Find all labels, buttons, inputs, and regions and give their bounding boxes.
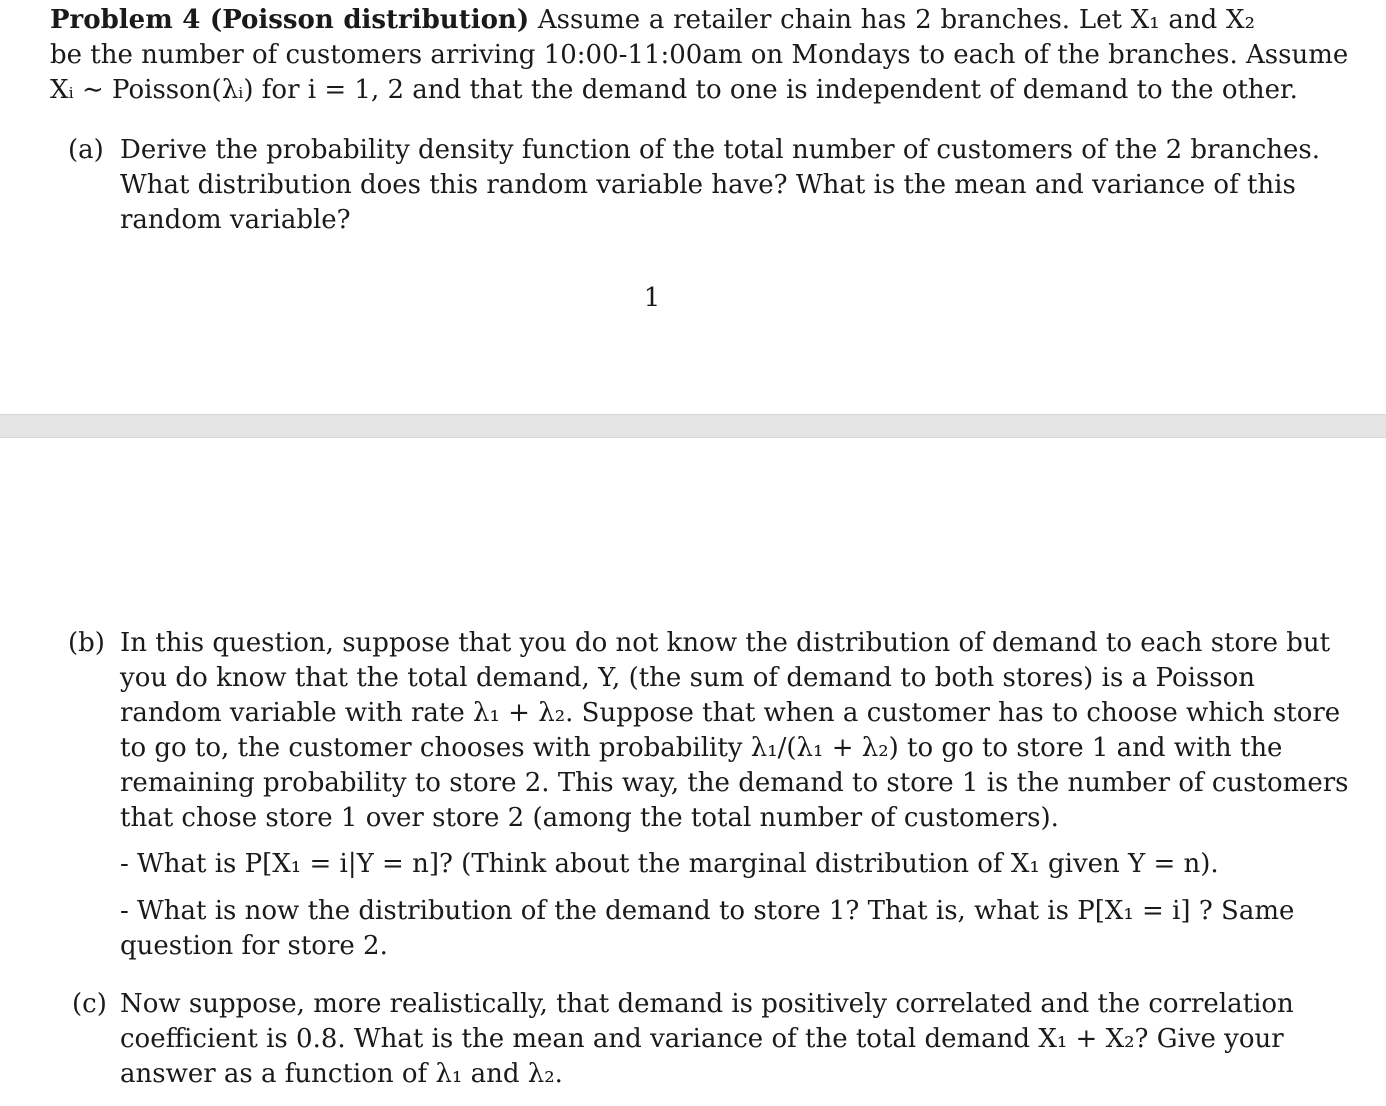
part-c-line: Now suppose, more realistically, that demand is positively correlated and the correlation	[120, 989, 1294, 1019]
part-b-bullet-2-line: - What is now the distribution of the demand to store 1? That is, what is P[X₁ = i] ? Same	[120, 896, 1295, 926]
problem-intro-line-3: Xᵢ ∼ Poisson(λᵢ) for i = 1, 2 and that the demand to one is independent of demand to the other.	[50, 75, 1298, 105]
part-c-line: answer as a function of λ₁ and λ₂.	[120, 1059, 563, 1089]
part-b-line: that chose store 1 over store 2 (among the total number of customers).	[120, 803, 1059, 833]
document-page-1	[0, 0, 1386, 414]
part-b-line: In this question, suppose that you do not know the distribution of demand to each store but	[120, 628, 1331, 658]
page-separator	[0, 414, 1386, 438]
part-b-label: (b)	[68, 628, 105, 658]
part-b-line: to go to, the customer chooses with probability λ₁/(λ₁ + λ₂) to go to store 1 and with the	[120, 733, 1283, 763]
part-a-line: What distribution does this random variable have? What is the mean and variance of this	[120, 170, 1296, 200]
part-c-line: coefficient is 0.8. What is the mean and variance of the total demand X₁ + X₂? Give your	[120, 1024, 1284, 1054]
part-a-line: Derive the probability density function of the total number of customers of the 2 branches.	[120, 135, 1321, 165]
part-b-line: you do know that the total demand, Y, (the sum of demand to both stores) is a Poisson	[120, 663, 1255, 693]
part-c-label: (c)	[72, 989, 107, 1019]
part-b-bullet-2-line: question for store 2.	[120, 931, 388, 961]
problem-intro-line-1: Problem 4 (Poisson distribution) Assume a retailer chain has 2 branches. Let X₁ and X₂	[50, 5, 1255, 35]
problem-heading: Problem 4 (Poisson distribution)	[50, 5, 530, 35]
part-a-line: random variable?	[120, 205, 351, 235]
part-b-line: remaining probability to store 2. This way, the demand to store 1 is the number of customers	[120, 768, 1349, 798]
page-number: 1	[643, 283, 661, 313]
problem-intro-line-2: be the number of customers arriving 10:00-11:00am on Mondays to each of the branches. Assume	[50, 40, 1349, 70]
part-a-label: (a)	[68, 135, 104, 165]
document-page-2	[0, 438, 1386, 1106]
part-b-bullet-1: - What is P[X₁ = i|Y = n]? (Think about the marginal distribution of X₁ given Y = n).	[120, 849, 1219, 879]
part-b-line: random variable with rate λ₁ + λ₂. Suppose that when a customer has to choose which store	[120, 698, 1341, 728]
